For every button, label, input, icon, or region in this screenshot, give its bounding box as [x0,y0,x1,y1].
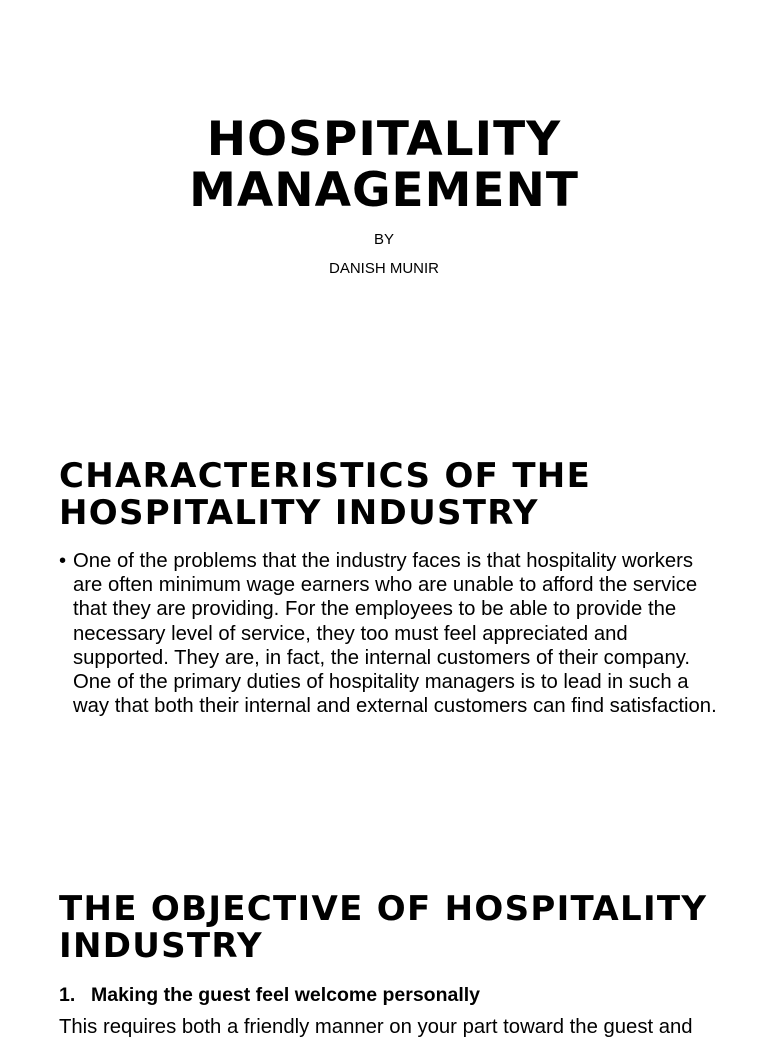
heading-line-1: THE OBJECTIVE OF HOSPITALITY [59,889,708,929]
objective-slide [0,864,768,1038]
by-label: BY [373,231,394,248]
item-title: Making the guest feel welcome personally [91,984,481,1006]
bullet-item [59,549,719,718]
characteristics-heading [59,458,739,532]
bullet-icon: • [59,550,67,572]
presentation-title [0,114,768,216]
title-line-2: MANAGEMENT [189,163,579,218]
characteristics-slide [0,432,768,816]
item-number: 1. [59,984,76,1006]
title-slide [0,0,768,384]
bullet-text: One of the problems that the industry faces is that hospitality workers are often minimum wage earners who are unable to afford the service that they are providing. For the employees to be able to provide the necessary level of service, they too must feel appreciated and supported. They are, in fact, the internal customers of their company. One of the primary duties of hospitality managers is to lead in such a way that both their internal and external customers can find satisfaction. [73,550,717,718]
heading-line-2: HOSPITALITY INDUSTRY [59,493,539,533]
author-name: DANISH MUNIR [328,260,439,277]
heading-line-1: CHARACTERISTICS OF THE [59,456,592,496]
objective-heading [59,891,739,965]
heading-line-2: INDUSTRY [59,926,263,966]
body-text: This requires both a friendly manner on your part toward the guest and [59,1016,693,1038]
title-line-1: HOSPITALITY [206,112,562,167]
numbered-item [59,983,480,1007]
